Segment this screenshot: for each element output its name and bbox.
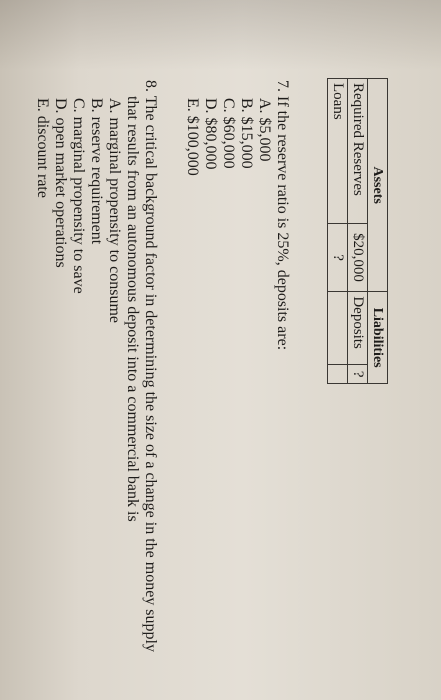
option-c[interactable]: C. $60,000 bbox=[220, 98, 237, 169]
option-c[interactable]: C. marginal propensity to save bbox=[70, 98, 87, 294]
asset-label: Loans bbox=[328, 79, 348, 224]
question-8 bbox=[33, 80, 159, 680]
assets-header: Assets bbox=[368, 79, 388, 292]
liability-value bbox=[328, 365, 348, 384]
option-b[interactable]: B. $15,000 bbox=[238, 98, 255, 169]
asset-value: ? bbox=[328, 223, 348, 292]
liability-label: Deposits bbox=[348, 292, 368, 365]
option-d[interactable]: D. open market operations bbox=[52, 98, 69, 268]
question-stem: 8. The critical background factor in determining the size of a change in the money supply bbox=[142, 80, 159, 652]
option-b[interactable]: B. reserve requirement bbox=[88, 98, 105, 245]
question-7 bbox=[183, 80, 291, 680]
option-d[interactable]: D. $80,000 bbox=[202, 98, 219, 170]
t-account-table bbox=[327, 78, 388, 384]
table-row bbox=[348, 79, 368, 384]
question-stem: 7. If the reserve ratio is 25%, deposits are: bbox=[274, 80, 291, 351]
question-stem-continued: that results from an autonomous deposit into a commercial bank is bbox=[124, 96, 141, 522]
asset-value: $20,000 bbox=[348, 223, 368, 292]
liability-value: ? bbox=[348, 365, 368, 384]
table-row bbox=[328, 79, 348, 384]
asset-label: Required Reserves bbox=[348, 79, 368, 224]
option-a[interactable]: A. marginal propensity to consume bbox=[106, 98, 123, 323]
table-header-row bbox=[368, 79, 388, 384]
liability-label bbox=[328, 292, 348, 365]
option-e[interactable]: E. $100,000 bbox=[184, 98, 201, 176]
option-e[interactable]: E. discount rate bbox=[34, 98, 51, 198]
liabilities-header: Liabilities bbox=[368, 292, 388, 384]
option-a[interactable]: A. $5,000 bbox=[256, 98, 273, 162]
